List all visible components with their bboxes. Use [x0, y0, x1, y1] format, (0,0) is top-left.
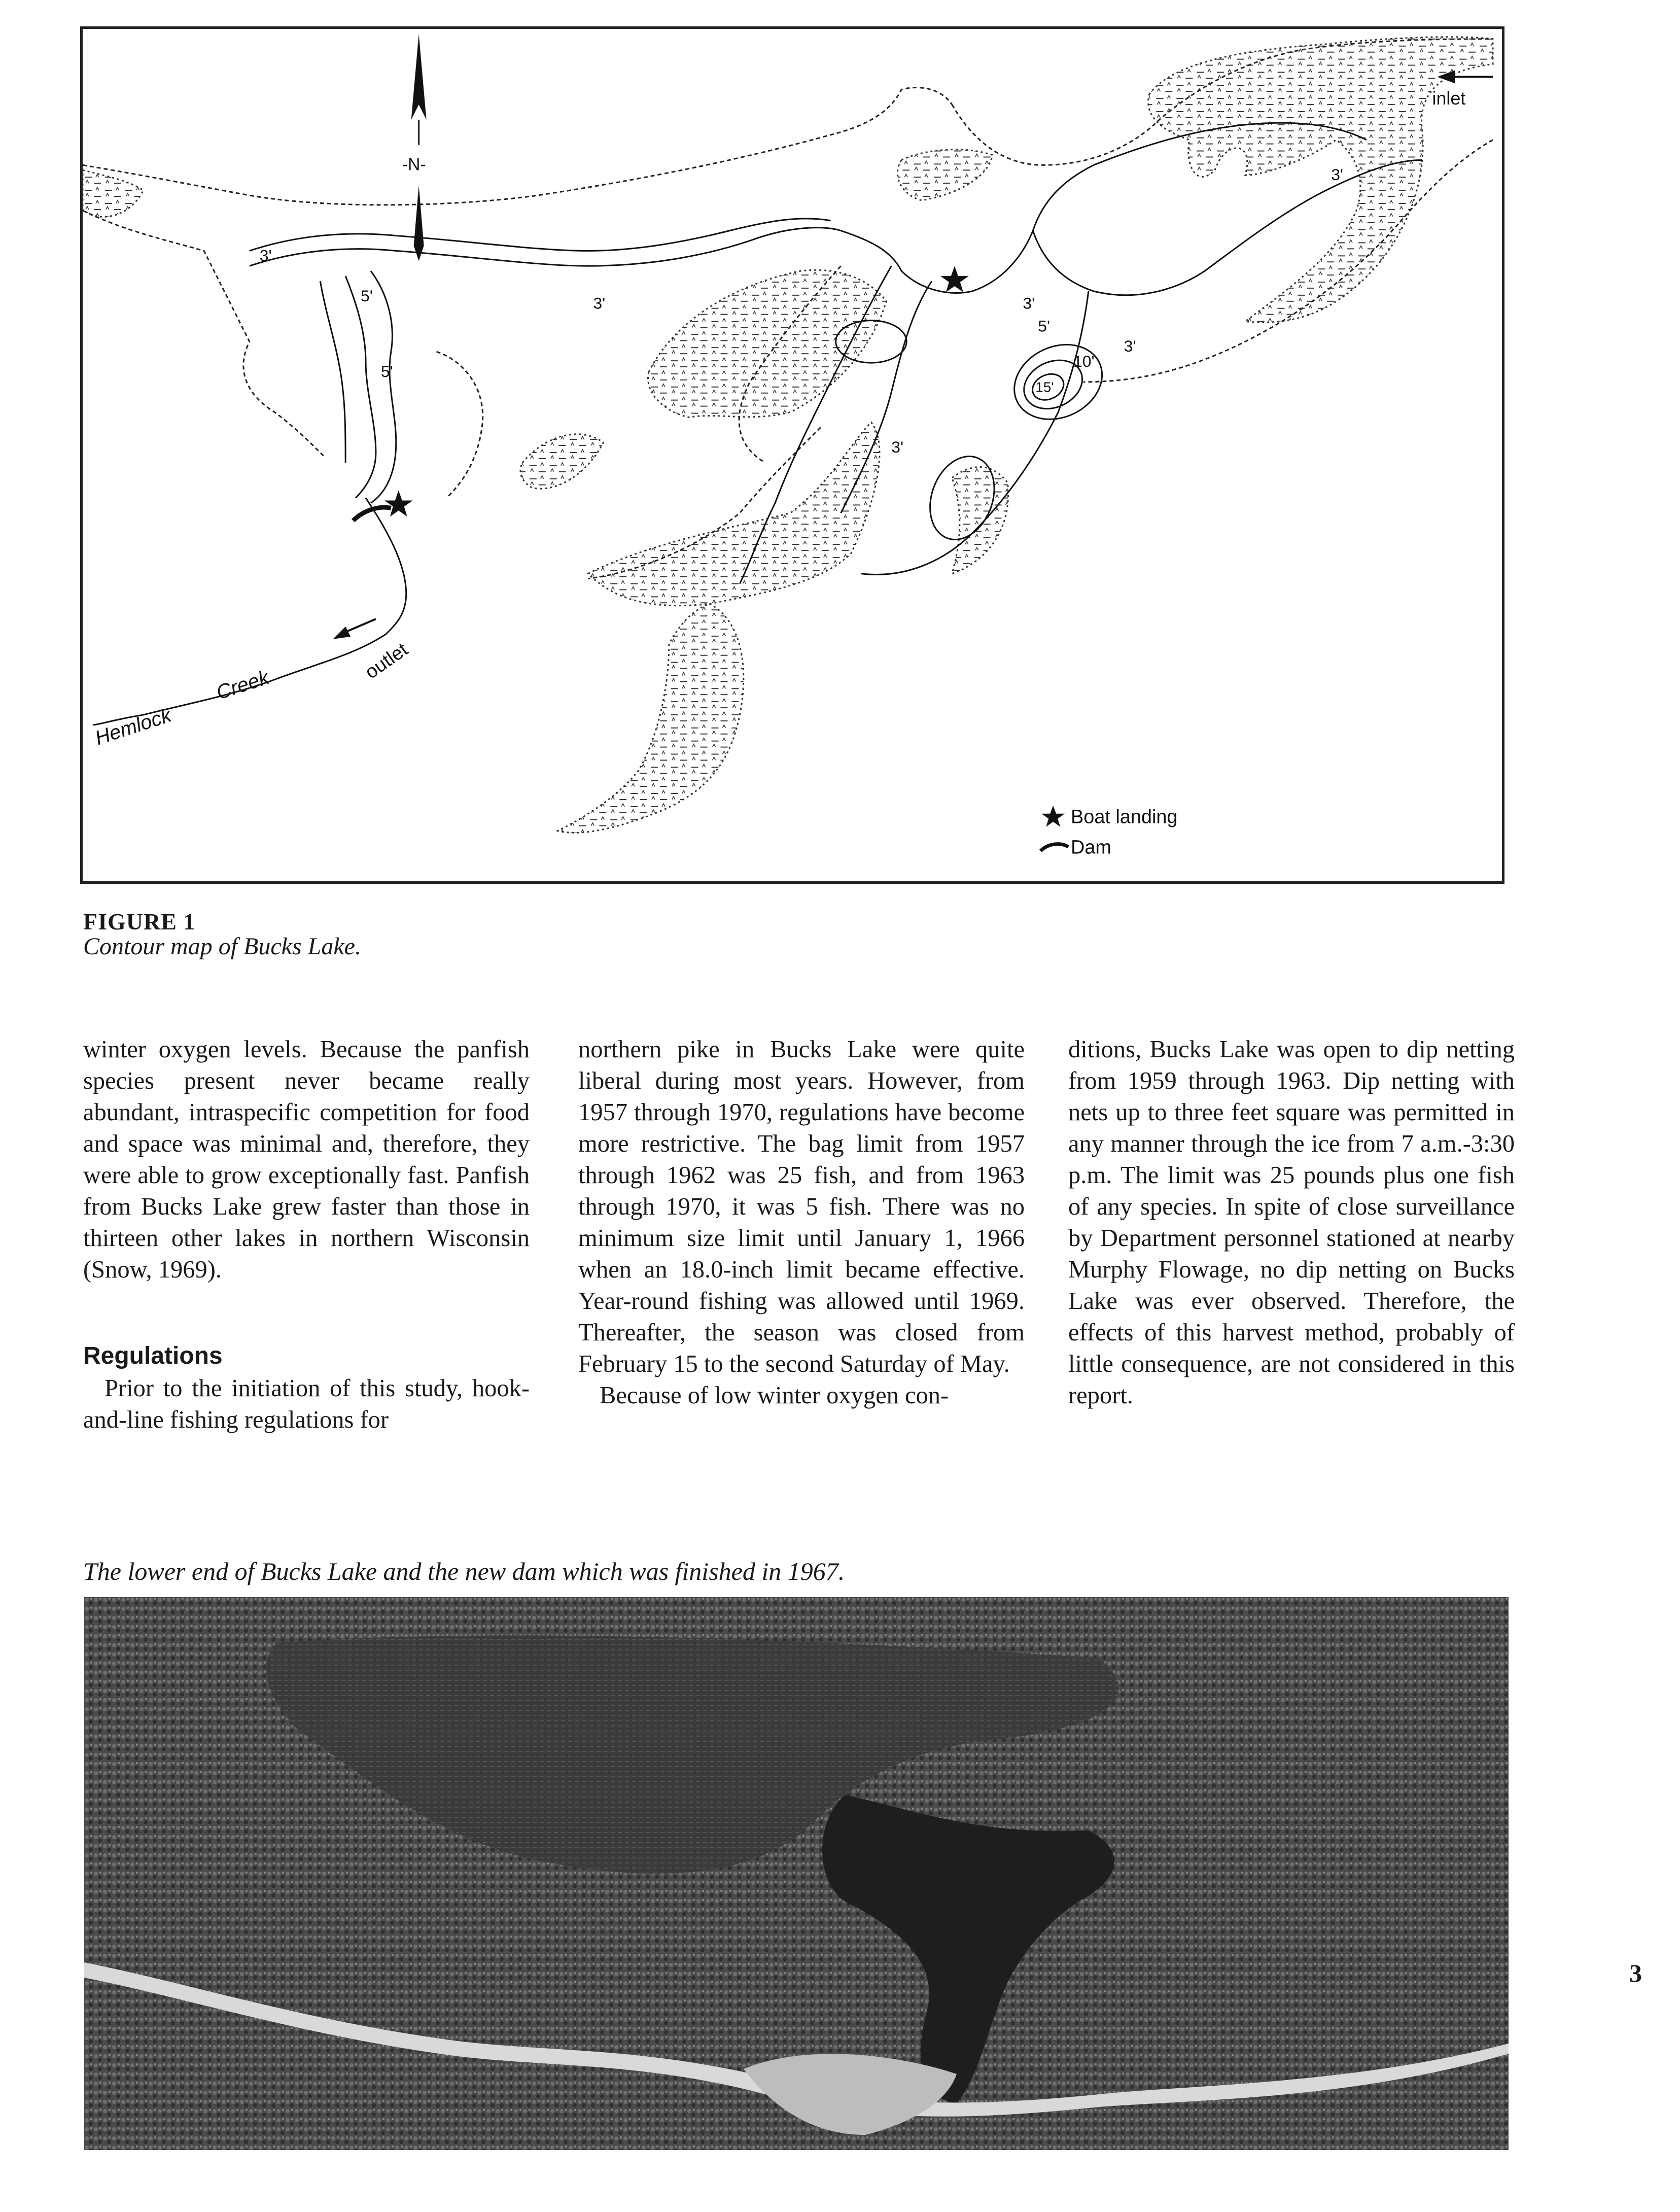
depth-label: 15': [1035, 379, 1054, 395]
depth-label: 3': [1124, 337, 1136, 356]
aerial-photo: [84, 1597, 1509, 2150]
outlet-label: outlet: [361, 639, 412, 683]
page-number: 3: [1629, 1959, 1642, 1987]
text-column-2: [578, 1034, 1025, 1411]
text-column-3: [1068, 1034, 1515, 1411]
depth-label: 5': [1038, 317, 1051, 335]
north-arrow: [411, 34, 427, 261]
depth-label: 3': [1331, 165, 1344, 184]
creek-label-hemlock: Hemlock: [92, 704, 174, 750]
contour-map-figure: [80, 26, 1504, 884]
section-heading-regulations: Regulations: [83, 1342, 223, 1369]
creek-label-creek: Creek: [214, 666, 272, 704]
depth-label: 10': [1073, 352, 1095, 371]
paragraph: Prior to the initiation of this study, hook-and-line fishing regulations for: [83, 1375, 530, 1433]
depth-label: 3': [1023, 294, 1035, 313]
inlet-label: inlet: [1432, 88, 1466, 109]
depth-label: 3': [891, 438, 904, 457]
aerial-photo-image: [84, 1597, 1509, 2150]
depth-label: 3': [259, 246, 272, 265]
legend-dam: Dam: [1071, 837, 1111, 858]
legend-boat-landing: Boat landing: [1071, 806, 1178, 828]
figure-caption: Contour map of Bucks Lake.: [83, 933, 361, 960]
figure-label: FIGURE 1: [83, 909, 196, 935]
map-legend: [1040, 806, 1177, 858]
depth-label: 5': [361, 286, 373, 305]
paragraph: Because of low winter oxygen con-: [600, 1382, 949, 1409]
paragraph: winter oxygen levels. Because the panfish species present never became really abundant, intraspecific competition for food and space was minimal and, therefore, they were able to grow exceptionally fast. Panfish from Bucks Lake grew faster than those in thirteen other lakes in northern Wisconsin (Snow, 1969).: [83, 1036, 530, 1283]
text-column-1: [83, 1034, 530, 1436]
photo-caption: The lower end of Bucks Lake and the new dam which was finished in 1967.: [83, 1557, 845, 1585]
paragraph: northern pike in Bucks Lake were quite liberal during most years. However, from 1957 through 1970, regulations have become more restrictive. The bag limit from 1957 through 1962 was 25 fish, and from 1963 through 1970, it was 5 fish. There was no minimum size limit until January 1, 1966 when an 18.0-inch limit became effective. Year-round fishing was allowed until 1969. Thereafter, the season was closed from February 15 to the second Saturday of May.: [578, 1036, 1025, 1377]
depth-label: 3': [593, 294, 606, 313]
paragraph: ditions, Bucks Lake was open to dip netting from 1959 through 1963. Dip netting with nets up to three feet square was permitted in any manner through the ice from 7 a.m.-3:30 p.m. The limit was 25 pounds plus one fish of any species. In spite of close surveillance by Department personnel stationed at nearby Murphy Flowage, no dip netting on Bucks Lake was ever observed. Therefore, the effects of this harvest method, probably of little consequence, are not considered in this report.: [1068, 1036, 1515, 1409]
depth-label: 5': [380, 362, 393, 381]
contour-map-drawing: [83, 29, 1502, 881]
marsh-areas: [83, 37, 1493, 833]
north-label: -N-: [402, 155, 426, 175]
outlet-arrow: [333, 619, 376, 639]
dam-symbol: [353, 507, 391, 521]
